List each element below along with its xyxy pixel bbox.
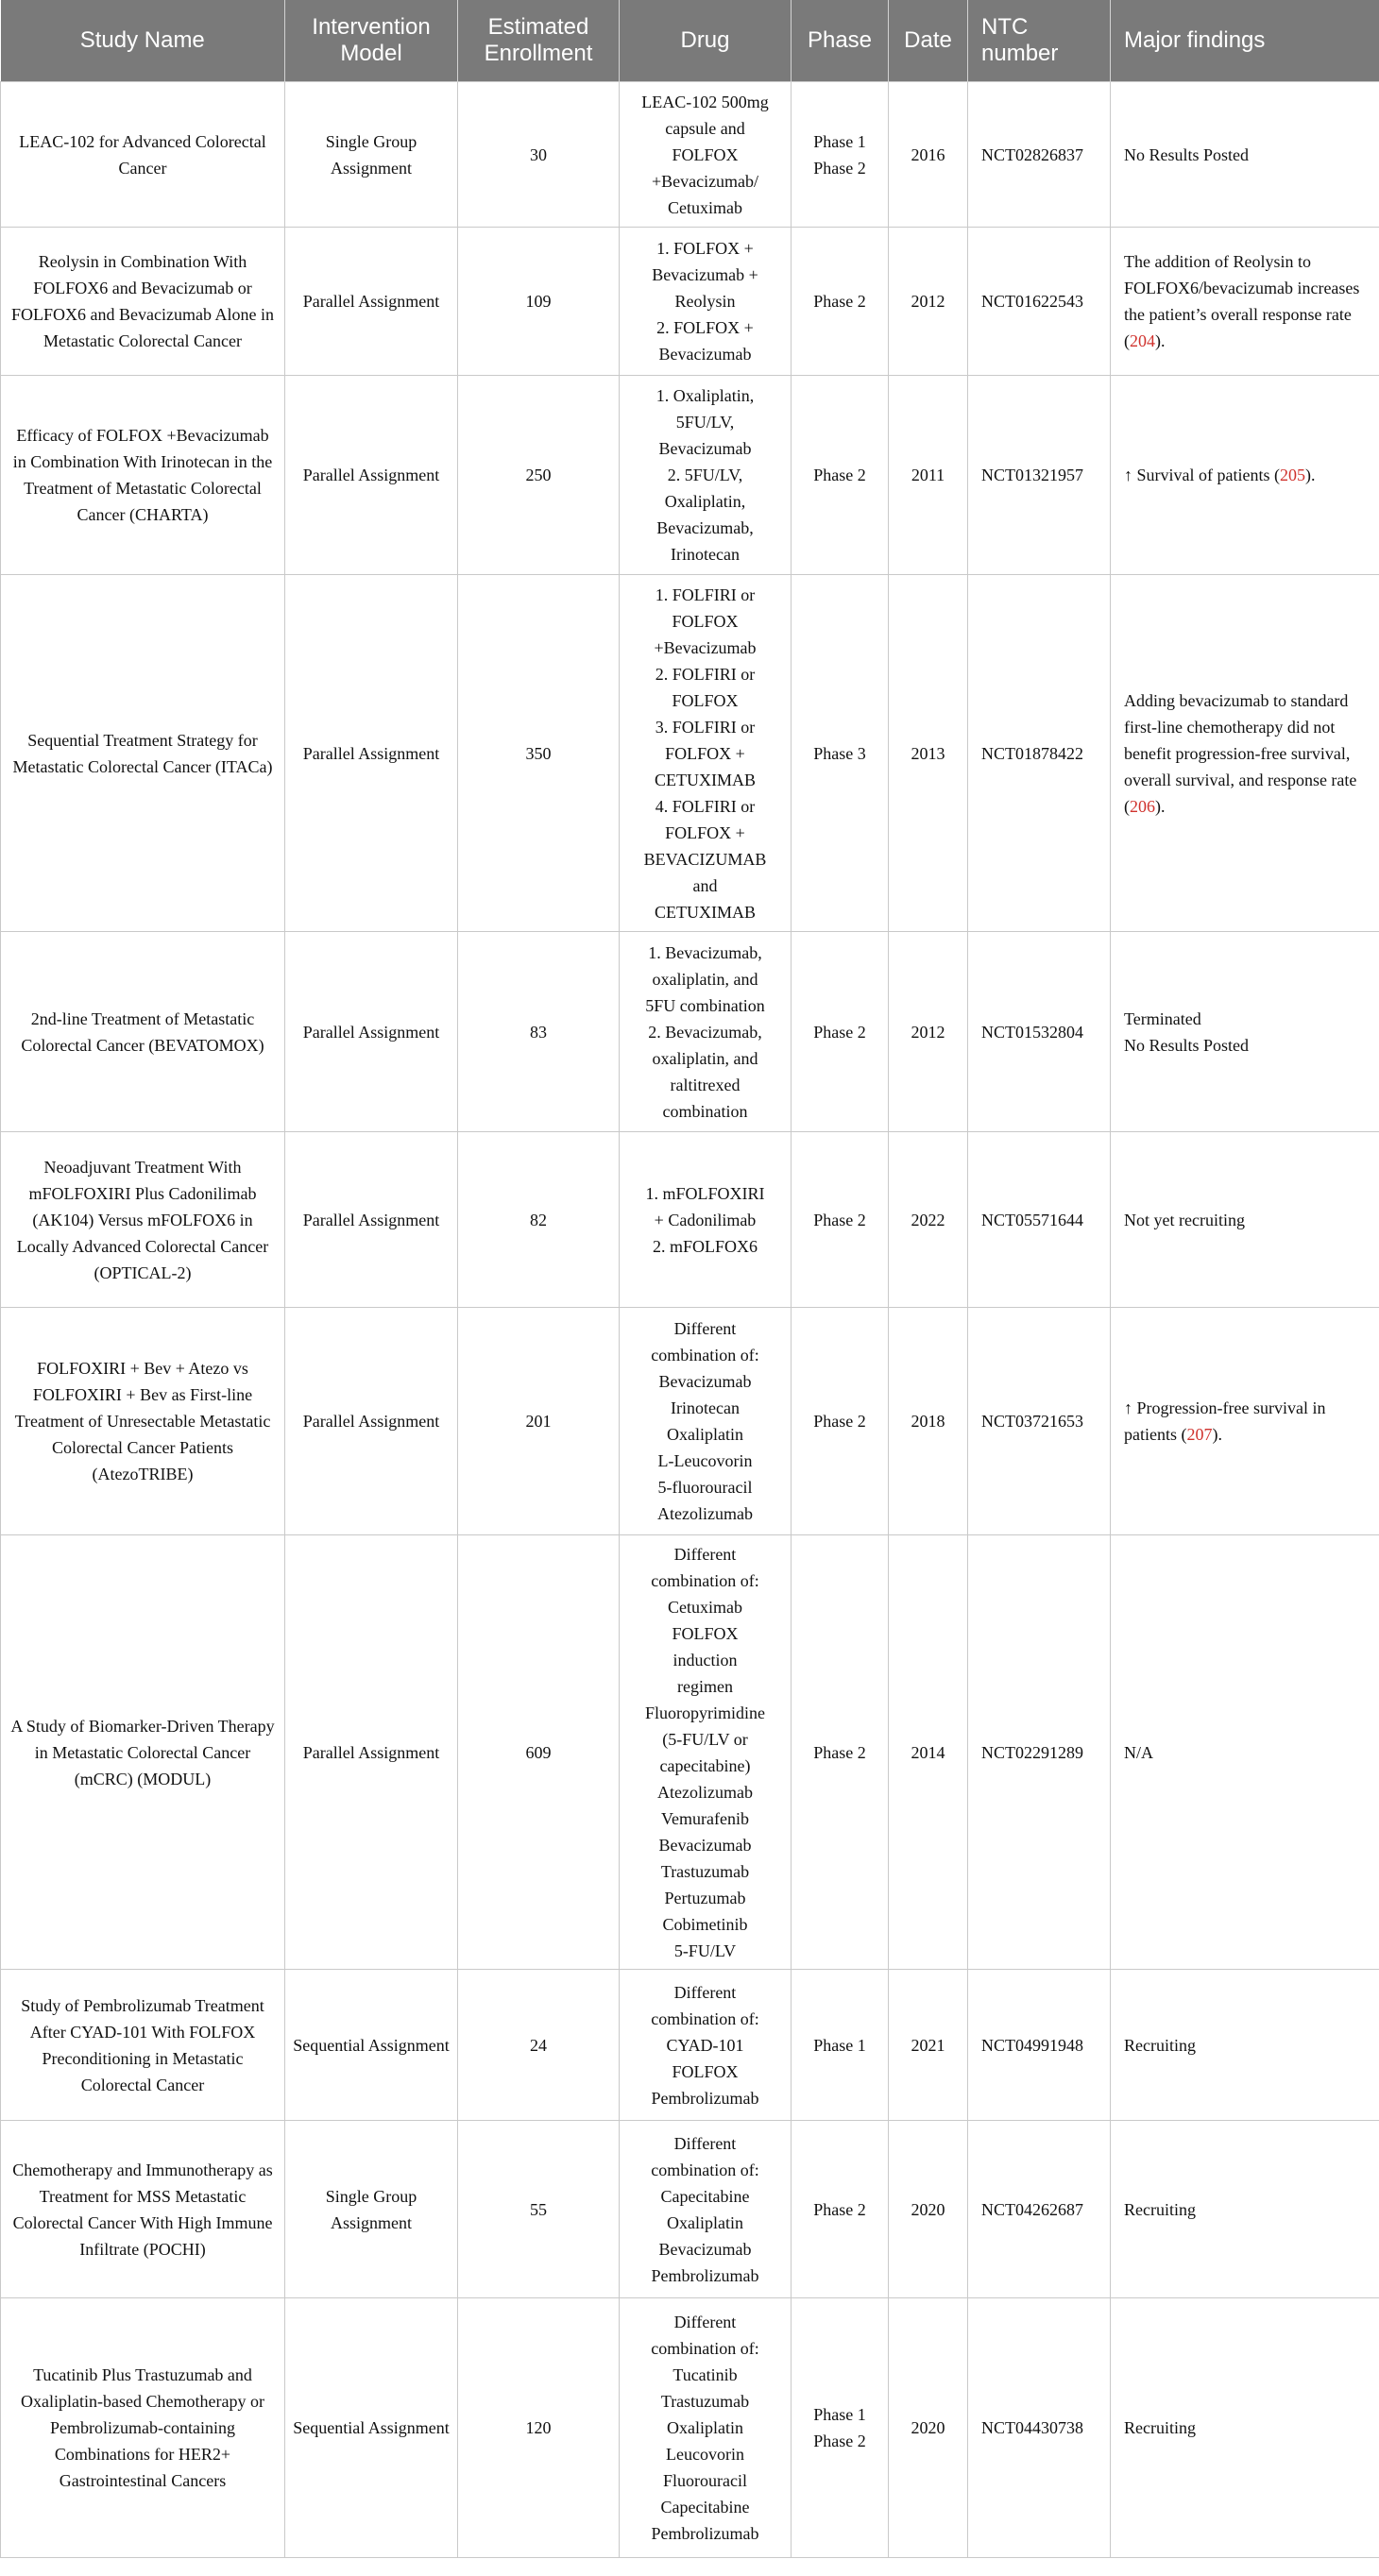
- drug-cell: [620, 1308, 792, 1535]
- drug-line: Bevacizumab: [658, 2239, 752, 2259]
- drug-line: Cetuximab: [668, 197, 742, 217]
- drug-line: combination of:: [651, 1570, 759, 1590]
- phase-line: Phase 3: [813, 743, 866, 763]
- findings-text: The addition of Reolysin to FOLFOX6/bevacizumab increases the patient’s overall response rate (: [1124, 252, 1360, 350]
- drug-cell: [620, 1970, 792, 2121]
- phase-line: Phase 2: [813, 466, 866, 484]
- intervention-model-cell: Sequential Assignment: [285, 2298, 458, 2558]
- date-cell: 2014: [889, 1535, 968, 1970]
- findings-text: N/A: [1124, 1742, 1153, 1762]
- intervention-model-cell: Sequential Assignment: [285, 1970, 458, 2121]
- drug-line: Bevacizumab,: [656, 518, 754, 537]
- major-findings-cell: [1111, 376, 1379, 575]
- drug-line: Different: [673, 2133, 737, 2153]
- phase-cell: [792, 575, 889, 932]
- drug-line: Different: [673, 1319, 737, 1338]
- drug-line: combination of:: [651, 2339, 759, 2358]
- table-header: [1, 0, 1379, 82]
- date-cell: 2016: [889, 82, 968, 228]
- findings-text-end: ).: [1155, 796, 1166, 816]
- study-name-cell: 2nd-line Treatment of Metastatic Colorectal Cancer (BEVATOMOX): [1, 932, 285, 1132]
- drug-line: FOLFOX: [672, 144, 739, 164]
- date-cell: 2013: [889, 575, 968, 932]
- date-cell: 2012: [889, 228, 968, 376]
- phase-line: Phase 2: [813, 2432, 866, 2450]
- drug-line: induction: [672, 1650, 738, 1669]
- header-major-findings: Major findings: [1111, 0, 1379, 82]
- drug-line: Leucovorin: [666, 2445, 744, 2464]
- drug-line: BEVACIZUMAB: [643, 849, 767, 869]
- intervention-model-cell: Parallel Assignment: [285, 932, 458, 1132]
- phase-cell: [792, 1308, 889, 1535]
- drug-cell: [620, 82, 792, 228]
- header-estimated-enrollment: Estimated Enrollment: [458, 0, 620, 82]
- drug-line: 1. Oxaliplatin,: [655, 386, 755, 405]
- findings-text: Recruiting: [1124, 2035, 1196, 2055]
- intervention-model-cell: Parallel Assignment: [285, 1308, 458, 1535]
- findings-text-end: ).: [1304, 466, 1316, 484]
- drug-line: Bevacizumab: [658, 1835, 752, 1855]
- drug-line: +Bevacizumab: [654, 637, 757, 657]
- header-ntc-number: NTC number: [968, 0, 1111, 82]
- study-name-cell: FOLFOXIRI + Bev + Atezo vs FOLFOXIRI + Bev as First-line Treatment of Unresectable Metastatic Colorectal Cancer Patients (AtezoTRIBE): [1, 1308, 285, 1535]
- table-row: [1, 575, 1379, 932]
- drug-cell: [620, 1535, 792, 1970]
- drug-line: 5FU combination: [645, 995, 765, 1015]
- phase-line: Phase 2: [813, 292, 866, 311]
- drug-cell: [620, 376, 792, 575]
- major-findings-cell: [1111, 228, 1379, 376]
- drug-line: oxaliplatin, and: [652, 1048, 758, 1068]
- phase-line: Phase 2: [813, 1022, 866, 1042]
- drug-line: 1. mFOLFOXIRI: [645, 1183, 765, 1203]
- study-name-cell: Tucatinib Plus Trastuzumab and Oxaliplatin-based Chemotherapy or Pembrolizumab-containing Combinations for HER2+ Gastrointestinal Cancers: [1, 2298, 285, 2558]
- drug-line: Pembrolizumab: [651, 2524, 759, 2543]
- phase-cell: [792, 228, 889, 376]
- drug-line: Vemurafenib: [661, 1808, 749, 1828]
- study-name-cell: A Study of Biomarker-Driven Therapy in Metastatic Colorectal Cancer (mCRC) (MODUL): [1, 1535, 285, 1970]
- major-findings-cell: [1111, 82, 1379, 228]
- major-findings-cell: [1111, 1970, 1379, 2121]
- enrollment-cell: 30: [458, 82, 620, 228]
- table-row: [1, 1132, 1379, 1308]
- drug-line: +Bevacizumab/: [651, 171, 759, 191]
- major-findings-cell: [1111, 1132, 1379, 1308]
- drug-line: CETUXIMAB: [655, 770, 756, 789]
- drug-line: and: [692, 875, 718, 895]
- ntc-number-cell: NCT04991948: [968, 1970, 1111, 2121]
- drug-line: 1. Bevacizumab,: [648, 942, 762, 962]
- table-row: [1, 1308, 1379, 1535]
- drug-line: 1. FOLFOX +: [656, 239, 754, 258]
- phase-cell: [792, 376, 889, 575]
- enrollment-cell: 109: [458, 228, 620, 376]
- enrollment-cell: 24: [458, 1970, 620, 2121]
- enrollment-cell: 350: [458, 575, 620, 932]
- table-row: [1, 1535, 1379, 1970]
- phase-line: Phase 2: [813, 1412, 866, 1431]
- major-findings-cell: [1111, 1308, 1379, 1535]
- drug-line: combination of:: [651, 2160, 759, 2179]
- date-cell: 2020: [889, 2298, 968, 2558]
- ntc-number-cell: NCT01622543: [968, 228, 1111, 376]
- drug-line: FOLFOX: [672, 2061, 739, 2081]
- phase-line: Phase 2: [813, 2199, 866, 2219]
- drug-line: Bevacizumab: [658, 1372, 752, 1391]
- enrollment-cell: 82: [458, 1132, 620, 1308]
- intervention-model-cell: Parallel Assignment: [285, 575, 458, 932]
- date-cell: 2020: [889, 2121, 968, 2298]
- intervention-model-cell: Single Group Assignment: [285, 82, 458, 228]
- intervention-model-cell: Parallel Assignment: [285, 1535, 458, 1970]
- drug-line: raltitrexed: [670, 1075, 741, 1094]
- drug-line: Bevacizumab: [658, 439, 752, 458]
- drug-line: Capecitabine: [660, 2186, 750, 2206]
- drug-line: CYAD-101: [666, 2035, 744, 2055]
- drug-cell: [620, 228, 792, 376]
- drug-line: capsule and: [665, 118, 745, 138]
- drug-line: regimen: [677, 1676, 733, 1696]
- findings-text: Recruiting: [1124, 2199, 1196, 2219]
- drug-line: FOLFOX: [672, 690, 739, 710]
- drug-line: 4. FOLFIRI or: [655, 796, 756, 816]
- enrollment-cell: 250: [458, 376, 620, 575]
- phase-cell: [792, 1535, 889, 1970]
- findings-text: Recruiting: [1124, 2418, 1196, 2437]
- phase-cell: [792, 2121, 889, 2298]
- ntc-number-cell: NCT01878422: [968, 575, 1111, 932]
- drug-line: Oxaliplatin: [667, 2212, 743, 2232]
- table-row: [1, 2121, 1379, 2298]
- date-cell: 2022: [889, 1132, 968, 1308]
- drug-line: LEAC-102 500mg: [641, 92, 769, 111]
- findings-text: No Results Posted: [1124, 144, 1250, 164]
- major-findings-cell: [1111, 575, 1379, 932]
- drug-line: Different: [673, 2313, 737, 2331]
- drug-cell: [620, 2121, 792, 2298]
- intervention-model-cell: Parallel Assignment: [285, 228, 458, 376]
- header-drug: Drug: [620, 0, 792, 82]
- drug-line: Atezolizumab: [657, 1504, 753, 1523]
- drug-line: Pertuzumab: [664, 1888, 746, 1907]
- major-findings-cell: Terminated No Results Posted: [1111, 932, 1379, 1132]
- major-findings-cell: [1111, 1535, 1379, 1970]
- study-name-cell: Chemotherapy and Immunotherapy as Treatment for MSS Metastatic Colorectal Cancer With High Immune Infiltrate (POCHI): [1, 2121, 285, 2298]
- enrollment-cell: 609: [458, 1535, 620, 1970]
- header-intervention-model: Intervention Model: [285, 0, 458, 82]
- drug-line: 2. Bevacizumab,: [648, 1022, 762, 1042]
- drug-line: Tucatinib: [672, 2365, 738, 2384]
- drug-cell: [620, 575, 792, 932]
- drug-line: L-Leucovorin: [657, 1451, 753, 1470]
- drug-line: capecitabine): [659, 1755, 751, 1775]
- findings-text: Not yet recruiting: [1124, 1210, 1245, 1229]
- header-phase: Phase: [792, 0, 889, 82]
- phase-line: Phase 2: [813, 1742, 866, 1762]
- ntc-number-cell: NCT04430738: [968, 2298, 1111, 2558]
- phase-cell: [792, 82, 889, 228]
- drug-line: Oxaliplatin,: [664, 492, 746, 511]
- drug-line: 3. FOLFIRI or: [655, 717, 756, 737]
- drug-line: oxaliplatin, and: [652, 969, 758, 989]
- phase-cell: [792, 932, 889, 1132]
- drug-line: Cetuximab: [668, 1597, 742, 1617]
- drug-line: 5-FU/LV: [673, 1940, 737, 1960]
- drug-line: (5-FU/LV or: [662, 1729, 748, 1749]
- phase-cell: [792, 1970, 889, 2121]
- drug-line: FOLFOX: [672, 1623, 739, 1643]
- drug-line: Fluorouracil: [663, 2471, 747, 2490]
- major-findings-cell: [1111, 2298, 1379, 2558]
- drug-line: Trastuzumab: [660, 1861, 750, 1881]
- drug-line: Reolysin: [674, 292, 736, 311]
- drug-cell: [620, 932, 792, 1132]
- drug-line: Different: [673, 1544, 737, 1564]
- findings-text-end: ).: [1155, 331, 1166, 350]
- drug-line: combination of:: [651, 1346, 759, 1364]
- drug-line: Cobimetinib: [662, 1914, 748, 1934]
- phase-line: Phase 1: [813, 131, 866, 151]
- enrollment-cell: 55: [458, 2121, 620, 2298]
- drug-line: Pembrolizumab: [651, 2088, 759, 2108]
- ntc-number-cell: NCT04262687: [968, 2121, 1111, 2298]
- drug-line: 2. 5FU/LV,: [667, 466, 743, 484]
- ntc-number-cell: NCT05571644: [968, 1132, 1111, 1308]
- reference-link: 205: [1279, 466, 1305, 484]
- date-cell: 2018: [889, 1308, 968, 1535]
- drug-line: Different: [673, 1982, 737, 2002]
- table-row: [1, 2298, 1379, 2558]
- drug-cell: [620, 2298, 792, 2558]
- drug-cell: [620, 1132, 792, 1308]
- header-study-name: Study Name: [1, 0, 285, 82]
- drug-line: Capecitabine: [660, 2498, 750, 2517]
- enrollment-cell: 201: [458, 1308, 620, 1535]
- drug-line: Bevacizumab +: [652, 265, 758, 284]
- header-row: [1, 0, 1379, 82]
- ntc-number-cell: NCT01532804: [968, 932, 1111, 1132]
- drug-line: FOLFOX +: [665, 822, 745, 842]
- findings-text: ↑ Progression-free survival in patients (: [1124, 1398, 1326, 1444]
- drug-line: Pembrolizumab: [651, 2265, 759, 2285]
- reference-link: 207: [1186, 1425, 1213, 1444]
- findings-text-end: ).: [1212, 1425, 1222, 1444]
- table-row: [1, 932, 1379, 1132]
- drug-line: 1. FOLFIRI or: [655, 585, 756, 604]
- drug-line: 2. FOLFIRI or: [655, 664, 756, 684]
- drug-line: 2. mFOLFOX6: [652, 1236, 758, 1256]
- findings-text: ↑ Survival of patients (: [1124, 466, 1280, 484]
- drug-line: 5-fluorouracil: [657, 1478, 753, 1497]
- phase-cell: [792, 2298, 889, 2558]
- phase-cell: [792, 1132, 889, 1308]
- drug-line: 2. FOLFOX +: [656, 318, 754, 337]
- drug-line: Bevacizumab: [658, 345, 752, 364]
- intervention-model-cell: Parallel Assignment: [285, 376, 458, 575]
- ntc-number-cell: NCT02826837: [968, 82, 1111, 228]
- intervention-model-cell: Single Group Assignment: [285, 2121, 458, 2298]
- drug-line: Oxaliplatin: [667, 2418, 743, 2437]
- table-row: [1, 228, 1379, 376]
- major-findings-cell: [1111, 2121, 1379, 2298]
- drug-line: Oxaliplatin: [667, 1425, 743, 1444]
- drug-line: Trastuzumab: [660, 2392, 750, 2411]
- findings-text: Adding bevacizumab to standard first-line chemotherapy did not benefit progression-free survival, overall survival, and response rate (: [1124, 690, 1357, 816]
- drug-line: FOLFOX: [672, 611, 739, 631]
- reference-link: 204: [1130, 331, 1155, 350]
- drug-line: Fluoropyrimidine: [645, 1703, 765, 1722]
- study-name-cell: Reolysin in Combination With FOLFOX6 and Bevacizumab or FOLFOX6 and Bevacizumab Alone in Metastatic Colorectal Cancer: [1, 228, 285, 376]
- date-cell: 2011: [889, 376, 968, 575]
- drug-line: + Cadonilimab: [654, 1210, 757, 1229]
- enrollment-cell: 83: [458, 932, 620, 1132]
- ntc-number-cell: NCT02291289: [968, 1535, 1111, 1970]
- drug-line: 5FU/LV,: [675, 413, 735, 432]
- drug-line: Atezolizumab: [657, 1782, 753, 1802]
- table-row: [1, 1970, 1379, 2121]
- study-name-cell: Efficacy of FOLFOX +Bevacizumab in Combination With Irinotecan in the Treatment of Metastatic Colorectal Cancer (CHARTA): [1, 376, 285, 575]
- header-date: Date: [889, 0, 968, 82]
- enrollment-cell: 120: [458, 2298, 620, 2558]
- ntc-number-cell: NCT03721653: [968, 1308, 1111, 1535]
- phase-line: Phase 2: [813, 158, 866, 178]
- date-cell: 2012: [889, 932, 968, 1132]
- study-name-cell: Neoadjuvant Treatment With mFOLFOXIRI Plus Cadonilimab (AK104) Versus mFOLFOX6 in Locally Advanced Colorectal Cancer (OPTICAL-2): [1, 1132, 285, 1308]
- phase-line: Phase 2: [813, 1210, 866, 1229]
- date-cell: 2021: [889, 1970, 968, 2121]
- table-row: [1, 376, 1379, 575]
- table-row: [1, 82, 1379, 228]
- phase-line: Phase 1: [813, 2035, 866, 2055]
- drug-line: combination: [662, 1101, 748, 1121]
- drug-line: FOLFOX +: [665, 743, 745, 763]
- drug-line: combination of:: [651, 2008, 759, 2028]
- study-name-cell: Study of Pembrolizumab Treatment After CYAD-101 With FOLFOX Preconditioning in Metastatic Colorectal Cancer: [1, 1970, 285, 2121]
- study-name-cell: Sequential Treatment Strategy for Metastatic Colorectal Cancer (ITACa): [1, 575, 285, 932]
- phase-line: Phase 1: [813, 2405, 866, 2424]
- study-name-cell: LEAC-102 for Advanced Colorectal Cancer: [1, 82, 285, 228]
- table-body: [1, 82, 1379, 2558]
- drug-line: Irinotecan: [671, 1398, 740, 1417]
- reference-link: 206: [1130, 796, 1155, 816]
- drug-line: Irinotecan: [671, 545, 740, 564]
- drug-line: CETUXIMAB: [655, 902, 756, 922]
- ntc-number-cell: NCT01321957: [968, 376, 1111, 575]
- intervention-model-cell: Parallel Assignment: [285, 1132, 458, 1308]
